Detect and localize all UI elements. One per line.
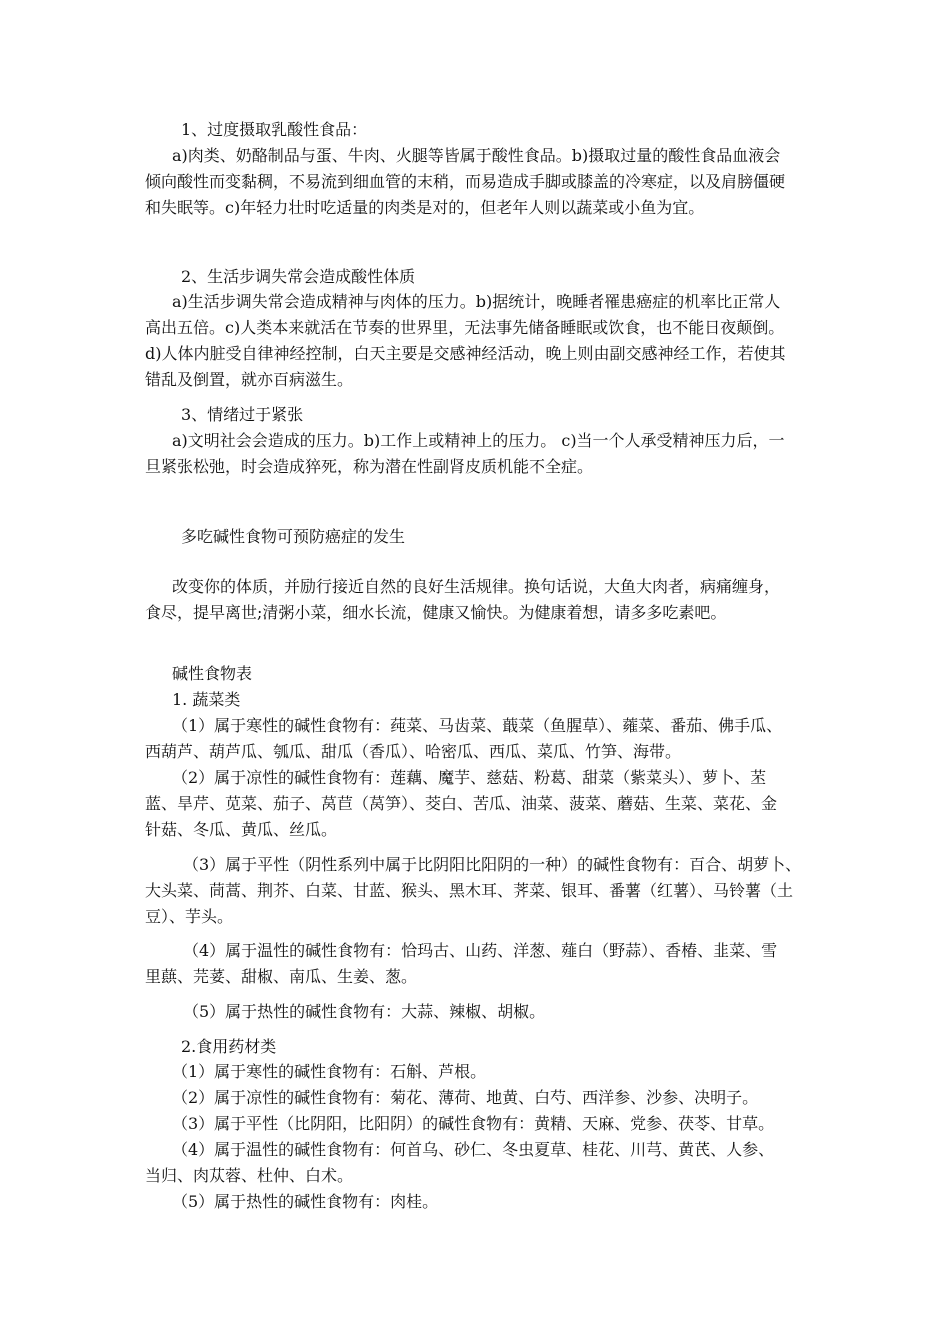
text-line-content: （5）属于热性的碱性食物有：肉桂。 — [172, 1192, 439, 1211]
text-line-content: a)肉类、奶酪制品与蛋、牛肉、火腿等皆属于酸性食品。b)摄取过量的酸性食品血液会 — [172, 146, 781, 165]
text-line-content: （1）属于寒性的碱性食物有：莼菜、马齿菜、蕺菜（鱼腥草）、蕹菜、番茄、佛手瓜、 — [172, 716, 783, 735]
text-line-content: 2.食用药材类 — [181, 1037, 277, 1056]
text-line-content: 和失眠等。c)年轻力壮时吃适量的肉类是对的，但老年人则以蔬菜或小鱼为宜。 — [145, 198, 705, 217]
text-line-content: 错乱及倒置，就亦百病滋生。 — [145, 370, 354, 389]
text-line-content: 豆）、芋头。 — [145, 907, 234, 926]
text-line-content: 食尽，提早离世;清粥小菜，细水长流，健康又愉快。为健康着想，请多多吃素吧。 — [145, 603, 727, 622]
text-line-content: 西葫芦、葫芦瓜、瓠瓜、甜瓜（香瓜）、哈密瓜、西瓜、菜瓜、竹笋、海带。 — [145, 742, 682, 761]
text-line-content: （3）属于平性（比阴阳，比阳阴）的碱性食物有：黄精、天麻、党参、茯苓、甘草。 — [172, 1114, 775, 1133]
text-line-content: （4）属于温性的碱性食物有：何首乌、砂仁、冬虫夏草、桂花、川芎、黄芪、人参、 — [172, 1140, 775, 1159]
text-line-content: 蓝、旱芹、苋菜、茄子、莴苣（莴笋）、茭白、苦瓜、油菜、菠菜、蘑菇、生菜、菜花、金 — [145, 794, 778, 813]
text-line-content: 倾向酸性而变黏稠，不易流到细血管的末稍，而易造成手脚或膝盖的冷寒症，以及肩膀僵硬 — [145, 172, 786, 191]
text-line-content: 改变你的体质，并励行接近自然的良好生活规律。换句话说，大鱼大肉者，病痛缠身， — [172, 577, 781, 596]
text-line-content: 1. 蔬菜类 — [172, 690, 241, 709]
text-line-content: a)生活步调失常会造成精神与肉体的压力。b)据统计，晚睡者罹患癌症的机率比正常人 — [172, 292, 781, 311]
text-line-content: （5）属于热性的碱性食物有：大蒜、辣椒、胡椒。 — [183, 1002, 546, 1021]
text-line-content: （2）属于凉性的碱性食物有：菊花、薄荷、地黄、白芍、西洋参、沙参、决明子。 — [172, 1088, 759, 1107]
text-line-content: （2）属于凉性的碱性食物有：莲藕、魔芋、慈菇、粉葛、甜菜（紫菜头）、萝卜、苤 — [172, 768, 767, 787]
text-line-content: 针菇、冬瓜、黄瓜、丝瓜。 — [145, 820, 338, 839]
text-line-content: （4）属于温性的碱性食物有：恰玛古、山药、洋葱、薤白（野蒜）、香椿、韭菜、雪 — [183, 941, 778, 960]
text-line-content: 高出五倍。c)人类本来就活在节奏的世界里，无法事先储备睡眠或饮食，也不能日夜颠倒。 — [145, 318, 785, 337]
text-line-content: 1、过度摄取乳酸性食品： — [181, 120, 368, 139]
text-line-content: 2、生活步调失常会造成酸性体质 — [181, 267, 416, 286]
text-line-content: 旦紧张松弛，时会造成猝死，称为潜在性副肾皮质机能不全症。 — [145, 457, 594, 476]
text-line-content: 里蕻、芫荽、甜椒、南瓜、生姜、葱。 — [145, 967, 418, 986]
text-line-content: d)人体内脏受自律神经控制，白天主要是交感神经活动，晚上则由副交感神经工作，若使其 — [145, 344, 786, 363]
text-line-content: 当归、肉苁蓉、杜仲、白术。 — [145, 1166, 354, 1185]
text-line-content: （3）属于平性（阴性系列中属于比阴阳比阳阴的一种）的碱性食物有：百合、胡萝卜、 — [183, 855, 802, 874]
text-line-content: 大头菜、茼蒿、荆芥、白菜、甘蓝、猴头、黑木耳、荠菜、银耳、番薯（红薯）、马铃薯（土 — [145, 881, 794, 900]
text-line-content: （1）属于寒性的碱性食物有：石斛、芦根。 — [172, 1062, 487, 1081]
text-line-content: 碱性食物表 — [172, 664, 253, 683]
text-line-content: 3、情绪过于紧张 — [181, 405, 304, 424]
text-line-content: a)文明社会会造成的压力。b)工作上或精神上的压力。 c)当一个人承受精神压力后，一 — [172, 431, 785, 450]
text-line-content: 多吃碱性食物可预防癌症的发生 — [181, 527, 406, 546]
